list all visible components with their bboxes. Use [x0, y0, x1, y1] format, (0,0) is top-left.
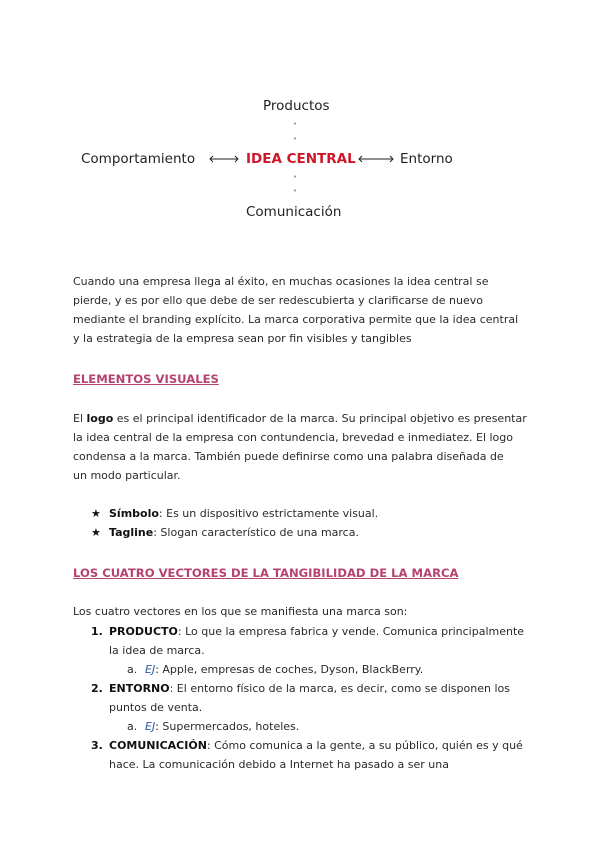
- up-arrow-icon: ˄: [293, 122, 297, 131]
- sub-item-text: : Supermercados, hoteles.: [155, 720, 300, 733]
- star-icon: ★: [91, 526, 101, 539]
- list-item: [109, 625, 524, 638]
- bullet-text: : Slogan característico de una marca.: [153, 526, 359, 539]
- down-arrow-icon: ˅: [293, 137, 297, 146]
- list-item: [109, 739, 523, 752]
- diagram-right-label: Entorno: [400, 151, 453, 167]
- diagram-bottom-label: Comunicación: [246, 204, 342, 220]
- list-item: [109, 507, 378, 520]
- diagram-center-label: IDEA CENTRAL: [246, 151, 356, 167]
- text-line: y la estrategia de la empresa sean por fin visibles y tangibles: [73, 332, 412, 345]
- logo-term: logo: [86, 412, 114, 425]
- intro-paragraph: [73, 272, 533, 348]
- down-arrow-icon: ˅: [293, 189, 297, 198]
- text-line: un modo particular.: [73, 469, 181, 482]
- diagram-top-label: Productos: [263, 98, 330, 114]
- list-item-continuation: hace. La comunicación debido a Internet ha pasado a ser una: [109, 758, 449, 771]
- section-heading-elementos-visuales: ELEMENTOS VISUALES: [73, 372, 219, 386]
- up-arrow-icon: ˄: [293, 175, 297, 184]
- sub-list-item: [145, 663, 423, 676]
- bullet-text: : Es un dispositivo estrictamente visual.: [158, 507, 379, 520]
- text-line: mediante el branding explícito. La marca corporativa permite que la idea central: [73, 313, 519, 326]
- list-number: 2.: [91, 682, 103, 695]
- diagram-left-label: Comportamiento: [81, 151, 196, 167]
- sub-list-letter: a.: [127, 663, 138, 676]
- bullet-term: Símbolo: [109, 507, 159, 520]
- double-arrow-icon: [357, 154, 395, 164]
- list-item-continuation: puntos de venta.: [109, 701, 203, 714]
- list-item-continuation: la idea de marca.: [109, 644, 205, 657]
- star-icon: ★: [91, 507, 101, 520]
- list-number: 1.: [91, 625, 103, 638]
- logo-paragraph: [73, 409, 533, 485]
- text-line: pierde, y es por ello que debe de ser redescubierta y clarificarse de nuevo: [73, 294, 483, 307]
- list-item: [109, 682, 510, 695]
- sub-item-text: : Apple, empresas de coches, Dyson, BlackBerry.: [155, 663, 424, 676]
- item-term: PRODUCTO: [109, 625, 178, 638]
- section-intro: Los cuatro vectores en los que se manifiesta una marca son:: [73, 605, 408, 618]
- text-line: la idea central de la empresa con contundencia, brevedad e inmediatez. El logo: [73, 431, 513, 444]
- item-term: COMUNICACIÓN: [109, 739, 207, 752]
- item-term: ENTORNO: [109, 682, 170, 695]
- section-heading-cuatro-vectores: LOS CUATRO VECTORES DE LA TANGIBILIDAD DE LA MARCA: [73, 566, 459, 580]
- list-number: 3.: [91, 739, 103, 752]
- bullet-term: Tagline: [109, 526, 154, 539]
- item-text: : Lo que la empresa fabrica y vende. Comunica principalmente: [177, 625, 525, 638]
- list-item: [109, 526, 359, 539]
- item-text: : El entorno físico de la marca, es decir, como se disponen los: [169, 682, 510, 695]
- double-arrow-icon: [208, 154, 240, 164]
- example-tag: EJ: [145, 663, 156, 676]
- example-tag: EJ: [145, 720, 156, 733]
- sub-list-item: [145, 720, 299, 733]
- text-line: Cuando una empresa llega al éxito, en muchas ocasiones la idea central se: [73, 275, 489, 288]
- item-text: : Cómo comunica a la gente, a su público, quién es y qué: [206, 739, 523, 752]
- sub-list-letter: a.: [127, 720, 138, 733]
- text-fragment: es el principal identificador de la marca. Su principal objetivo es presentar: [113, 412, 527, 425]
- text-line: condensa a la marca. También puede definirse como una palabra diseñada de: [73, 450, 504, 463]
- text-line: [73, 409, 533, 428]
- text-fragment: El: [73, 412, 87, 425]
